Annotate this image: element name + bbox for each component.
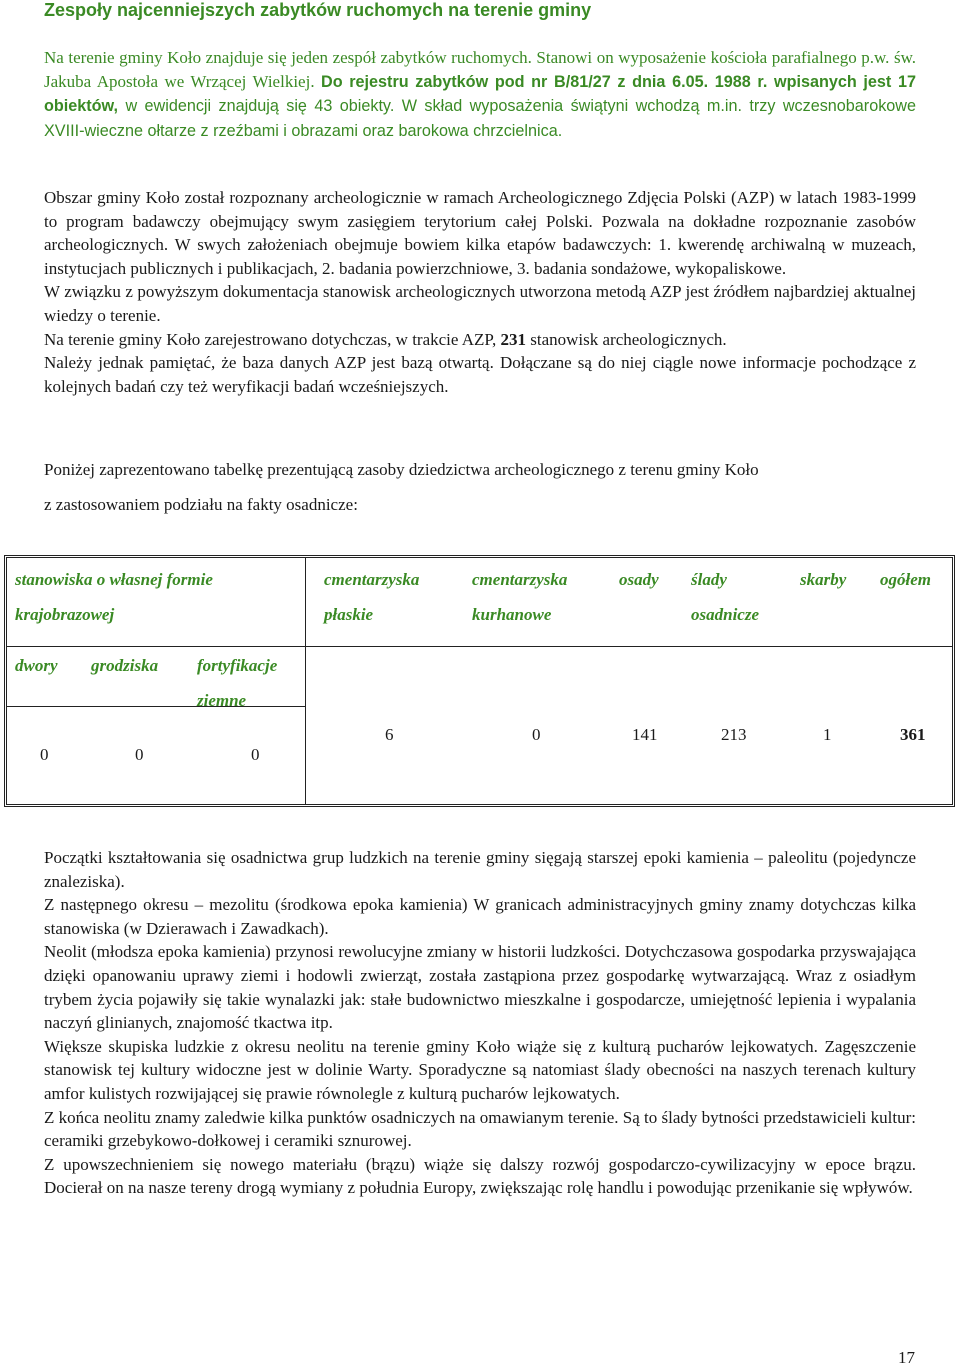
header-cmentarzyska-kurhanowe: cmentarzyska kurhanowe bbox=[472, 570, 568, 624]
history-paragraph-6: Z upowszechnieniem się nowego materiału (brązu) wiąże się dalszy rozwój gospodarczo-cywilizacyjny w epoce brązu. Docierał on na nasze tereny drogą wymiany z południa Europy, zwiększając rolę handlu i powodując przenikanie się wpływów. bbox=[44, 1154, 916, 1198]
header-slady-osadnicze: ślady osadnicze bbox=[691, 570, 759, 624]
history-paragraph-2: Z następnego okresu – mezolitu (środkowa epoka kamienia) W granicach administracyjnych gminy znamy dotychczas kilka stanowiska (w Dzierawach i Zawadkach). bbox=[44, 895, 916, 938]
header-cmentarzyska-plaskie: cmentarzyska płaskie bbox=[324, 570, 420, 624]
value-fortyfikacje: 0 bbox=[251, 745, 260, 764]
header-fortyfikacje: fortyfikacje ziemne bbox=[197, 656, 278, 710]
header-grodziska: grodziska bbox=[91, 656, 159, 675]
archaeology-p3-pre: Na terenie gminy Koło zarejestrowano dotychczas, w trakcie AZP, bbox=[44, 329, 501, 349]
section-title: Zespoły najcenniejszych zabytków ruchomych na terenie gminy bbox=[44, 0, 592, 20]
history-paragraph-1: Początki kształtowania się osadnictwa grup ludzkich na terenie gminy sięgają starszej epoki kamienia – paleolitu (pojedyncze znaleziska). bbox=[44, 848, 916, 891]
table-column-divider bbox=[305, 558, 306, 804]
archaeology-paragraph-4: Należy jednak pamiętać, że baza danych AZP jest bazą otwartą. Dołączane są do niej ciągle nowe informacje pochodzące z kolejnych badań czy też weryfikacji badań wcześniejszych. bbox=[44, 353, 916, 396]
history-section bbox=[44, 846, 916, 1200]
history-paragraph-3: Neolit (młodsza epoka kamienia) przynosi rewolucyjne zmiany w historii ludzkości. Dotychczasowa gospodarka przyswajająca dzięki opanowaniu uprawy ziemi i hodowli zwierząt, została zastąpiona przez gospodarkę wytwarzającą. Wraz z osiadłym trybem życia pojawiły się takie wynalazki jak: stałe budownictwo mieszkalne i gospodarcze, umiejętność lepienia i wypalania naczyń glinianych, znajomość tkactwa itp. bbox=[44, 942, 916, 1033]
movables-text-1: Na terenie gminy Koło znajduje się jeden zespół zabytków ruchomych. Stanowi on wyposażenie kościoła parafialnego p.w. św. Jakuba Apostoła we Wrzącej Wielkiej. bbox=[44, 48, 916, 91]
movables-paragraph bbox=[44, 46, 916, 143]
table-intro-line-1: Poniżej zaprezentowano tabelkę prezentującą zasoby dziedzictwa archeologicznego z terenu gminy Koło bbox=[44, 460, 759, 479]
header-skarby: skarby bbox=[800, 570, 847, 589]
history-paragraph-4: Większe skupiska ludzkie z okresu neolitu na terenie gminy Koło wiąże się z kulturą pucharów lejkowatych. Zagęszczenie stanowisk tej kultury widoczne jest w dolinie Warty. Sporadyczne są natomiast ślady obecności na naszych terenach kultury amfor kulistych rozwijającej się prawie równolegle z kulturą pucharów lejkowatych. bbox=[44, 1036, 916, 1103]
value-skarby: 1 bbox=[823, 725, 832, 744]
archaeology-section bbox=[44, 186, 916, 398]
value-osady: 141 bbox=[632, 725, 658, 744]
value-cmentarzyska-plaskie: 6 bbox=[385, 725, 394, 744]
value-grodziska: 0 bbox=[135, 745, 144, 764]
table-intro bbox=[44, 452, 916, 522]
archaeology-paragraph-3 bbox=[44, 328, 916, 352]
table-divider bbox=[7, 646, 952, 647]
value-slady-osadnicze: 213 bbox=[721, 725, 747, 744]
archaeology-paragraph-2: W związku z powyższym dokumentacja stanowisk archeologicznych utworzona metodą AZP jest źródłem najbardziej aktualnej wiedzy o terenie. bbox=[44, 282, 916, 325]
history-paragraph-5: Z końca neolitu znamy zaledwie kilka punktów osadniczych na omawianym terenie. Są to ślady bytności przedstawicieli kultur: ceramiki grzebykowo-dołkowej i ceramiki sznurowej. bbox=[44, 1107, 916, 1151]
table-intro-line-2: z zastosowaniem podziału na fakty osadnicze: bbox=[44, 495, 358, 514]
header-ogolem: ogółem bbox=[880, 570, 931, 589]
movables-register-text: Do rejestru zabytków pod nr B/81/27 z dnia 6.05. 1988 r. wpisanych jest 17 obiektów, bbox=[44, 72, 916, 116]
header-dwory: dwory bbox=[15, 656, 58, 675]
archaeology-paragraph-1: Obszar gminy Koło został rozpoznany archeologicznie w ramach Archeologicznego Zdjęcia Polski (AZP) w latach 1983-1999 to program badawczy obejmujący swym zasięgiem terytorium całej Polski. Pozwala na dokładne rozpoznanie zasobów archeologicznych. W swych założeniach obejmuje bowiem kilka etapów badawczych: 1. kwerendę archiwalną w muzeach, instytucjach publicznych i publikacjach, 2. badania powierzchniowe, 3. badania sondażowe, wykopaliskowe. bbox=[44, 188, 916, 278]
value-ogolem: 361 bbox=[900, 725, 926, 744]
header-stanowiska: stanowiska o własnej formie krajobrazowej bbox=[15, 570, 213, 624]
movables-text-2: w ewidencji znajdują się 43 obiekty. W skład wyposażenia świątyni wchodzą m.in. trzy wczesnobarokowe XVIII-wieczne ołtarze z rzeźbami i obrazami oraz barokowa chrzcielnica. bbox=[44, 97, 916, 140]
archaeology-site-count: 231 bbox=[500, 329, 526, 349]
page-number: 17 bbox=[898, 1348, 915, 1367]
header-osady: osady bbox=[619, 570, 659, 589]
settlement-table bbox=[4, 555, 955, 807]
value-dwory: 0 bbox=[40, 745, 49, 764]
archaeology-p3-post: stanowisk archeologicznych. bbox=[526, 329, 727, 349]
value-cmentarzyska-kurhanowe: 0 bbox=[532, 725, 541, 744]
